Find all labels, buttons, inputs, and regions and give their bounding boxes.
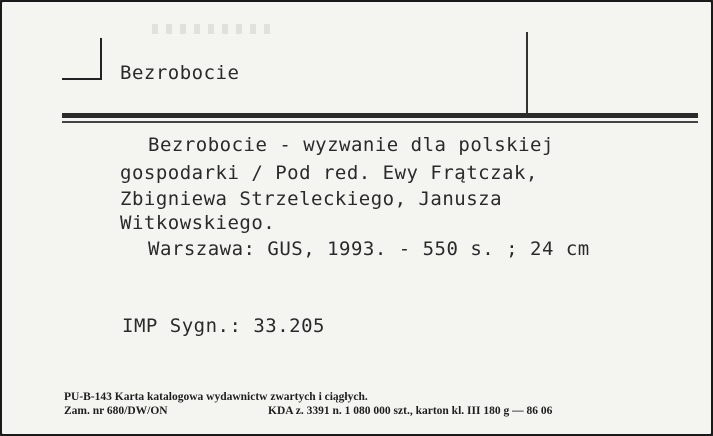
header-thick-rule: [62, 113, 698, 118]
title-line-3: Zbigniewa Strzeleckiego, Janusza: [120, 188, 503, 210]
title-line-2: gospodarki / Pod red. Ewy Frątczak,: [120, 162, 538, 184]
call-number: IMP Sygn.: 33.205: [122, 315, 325, 337]
bracket-vertical-rule: [100, 38, 102, 80]
footer-order-number: Zam. nr 680/DW/ON: [64, 405, 168, 417]
subject-heading: Bezrobocie: [120, 62, 240, 84]
bracket-horizontal-rule: [62, 78, 102, 80]
right-vertical-rule: [526, 32, 528, 114]
faded-marks: [152, 24, 272, 34]
footer-form-line: PU-B-143 Karta katalogowa wydawnictw zwartych i ciągłych.: [64, 391, 368, 403]
footer-print-info: KDA z. 3391 n. 1 080 000 szt., karton kl. III 180 g — 86 06: [268, 405, 553, 417]
title-line-1: Bezrobocie - wyzwanie dla polskiej: [148, 134, 554, 156]
header-thin-rule: [62, 121, 698, 123]
imprint-line: Warszawa: GUS, 1993. - 550 s. ; 24 cm: [148, 238, 590, 260]
title-line-4: Witkowskiego.: [120, 212, 276, 234]
